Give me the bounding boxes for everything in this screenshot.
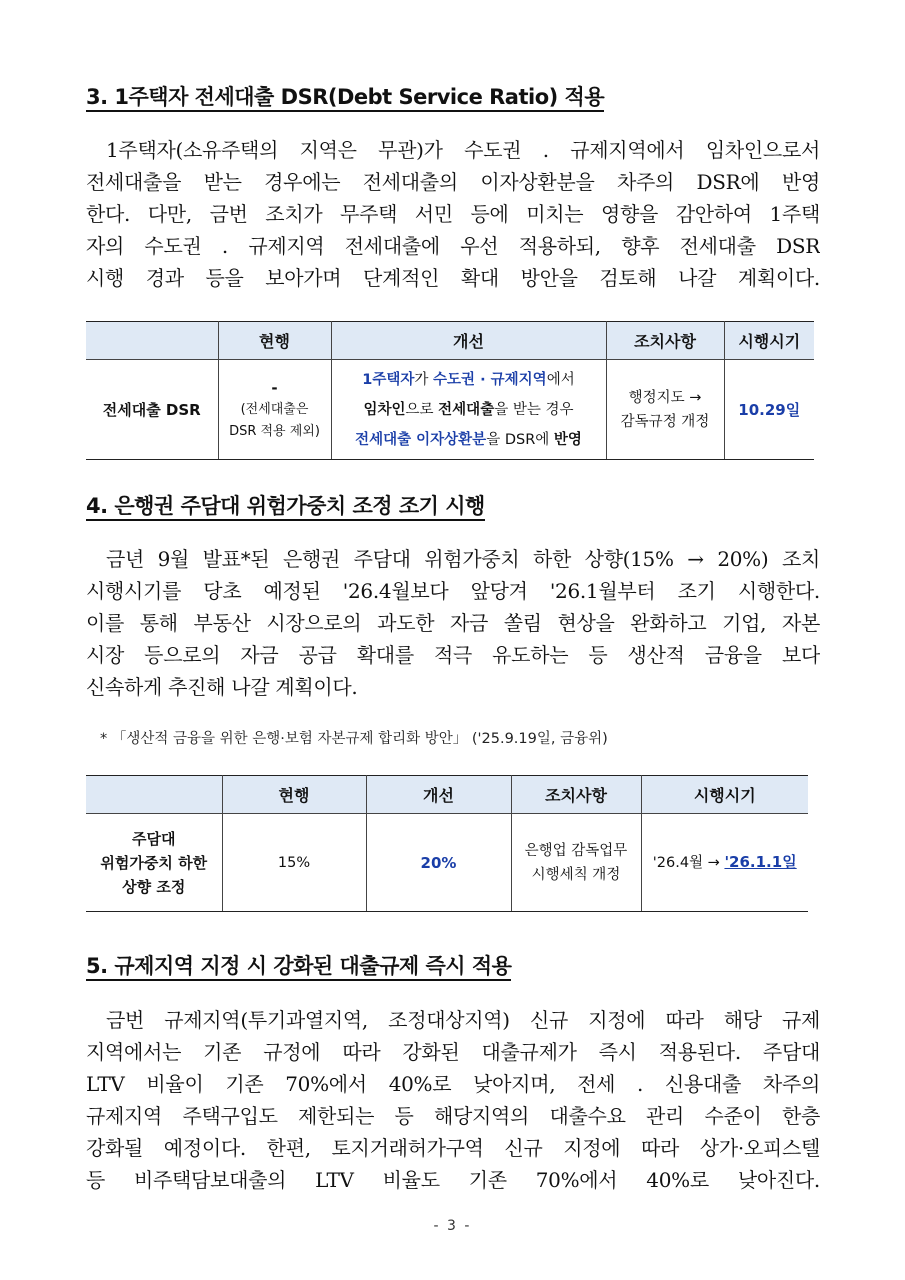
row-label-line: 주담대: [132, 829, 176, 848]
paragraph-line: 신속하게 추진해 나갈 계획이다.: [86, 675, 358, 699]
table-header-improve: 개선: [366, 776, 511, 814]
action-line: 은행업 감독업무: [524, 842, 628, 859]
paragraph-line: 등 비주택담보대출의 LTV 비율도 기존 70%에서 40%로 낮아진다.: [86, 1168, 820, 1192]
table-header-action: 조치사항: [511, 776, 641, 814]
paragraph-line: LTV 비율이 기존 70%에서 40%로 낮아지며, 전세 . 신용대출 차주의: [86, 1072, 820, 1096]
row-label: [86, 814, 222, 912]
table-header-action: 조치사항: [606, 322, 724, 360]
section-4-title: 4. 은행권 주담대 위험가중치 조정 조기 시행: [86, 493, 485, 521]
paragraph-line: 이를 통해 부동산 시장으로의 과도한 자금 쏠림 현상을 완화하고 기업, 자본: [86, 611, 820, 635]
bold-text: 반영: [553, 431, 582, 448]
current-cell: 15%: [222, 814, 366, 912]
table-header-blank: [86, 776, 222, 814]
date-to: '26.1.1일: [724, 853, 797, 871]
page-number: - 3 -: [433, 1218, 472, 1234]
section-4-table: [86, 775, 808, 912]
paragraph-line: 시행시기를 당초 예정된 '26.4월보다 앞당겨 '26.1월부터 조기 시행한다.: [86, 579, 820, 603]
table-header-blank: [86, 322, 218, 360]
text: 에서: [546, 371, 575, 388]
table-header-row: [86, 776, 808, 814]
paragraph-line: 한다. 다만, 금번 조치가 무주택 서민 등에 미치는 영향을 감안하여 1주택: [86, 202, 820, 226]
paragraph-line: 지역에서는 기존 규정에 따라 강화된 대출규제가 즉시 적용된다. 주담대: [86, 1040, 820, 1064]
paragraph-line: 시장 등으로의 자금 공급 확대를 적극 유도하는 등 생산적 금융을 보다: [86, 643, 820, 667]
action-line: 행정지도 →: [628, 389, 702, 406]
current-note: DSR 적용 제외): [229, 423, 320, 439]
date-cell: [641, 814, 808, 912]
action-line: 시행세칙 개정: [531, 866, 621, 883]
table-header-row: [86, 322, 814, 360]
paragraph-line: 금번 규제지역(투기과열지역, 조정대상지역) 신규 지정에 따라 해당 규제: [106, 1008, 820, 1032]
date-cell: 10.29일: [724, 360, 814, 460]
section-5-paragraph: [86, 1004, 820, 1196]
paragraph-line: 전세대출을 받는 경우에는 전세대출의 이자상환분을 차주의 DSR에 반영: [86, 170, 820, 194]
paragraph-line: 강화될 예정이다. 한편, 토지거래허가구역 신규 지정에 따라 상가·오피스텔: [86, 1136, 820, 1160]
row-label: 전세대출 DSR: [86, 360, 218, 460]
action-line: 감독규정 개정: [620, 413, 710, 430]
section-5-title: 5. 규제지역 지정 시 강화된 대출규제 즉시 적용: [86, 953, 511, 981]
table-header-current: 현행: [218, 322, 331, 360]
improve-cell: 20%: [366, 814, 511, 912]
current-dash: -: [271, 378, 278, 397]
section-3-paragraph: [86, 134, 820, 294]
paragraph-line: 금년 9월 발표*된 은행권 주담대 위험가중치 하한 상향(15% → 20%) 조치: [106, 547, 820, 571]
paragraph-line: 자의 수도권 . 규제지역 전세대출에 우선 적용하되, 향후 전세대출 DSR: [86, 234, 820, 258]
paragraph-line: 1주택자(소유주택의 지역은 무관)가 수도권 . 규제지역에서 임차인으로서: [106, 138, 820, 162]
row-label-line: 상향 조정: [122, 877, 186, 896]
highlight-text: 전세대출 이자상환분: [355, 431, 487, 448]
text: 으로: [405, 401, 439, 418]
table-row: [86, 360, 814, 460]
text: 가: [414, 371, 434, 388]
action-cell: [606, 360, 724, 460]
improve-cell: [331, 360, 606, 460]
improve-line: [332, 365, 606, 395]
highlight-text: 1주택자: [362, 371, 415, 388]
row-label-line: 위험가중치 하한: [100, 853, 208, 872]
improve-line: [332, 425, 606, 455]
current-cell: [218, 360, 331, 460]
section-3-title: 3. 1주택자 전세대출 DSR(Debt Service Ratio) 적용: [86, 84, 604, 112]
date-from: '26.4월 →: [652, 855, 725, 871]
paragraph-line: 규제지역 주택구입도 제한되는 등 해당지역의 대출수요 관리 수준이 한층: [86, 1104, 820, 1128]
text: 을 받는 경우: [494, 401, 574, 418]
table-header-date: 시행시기: [724, 322, 814, 360]
bold-text: 전세대출: [438, 401, 495, 418]
table-row: [86, 814, 808, 912]
improve-line: [332, 395, 606, 425]
current-note: (전세대출은: [240, 401, 309, 417]
text: 을 DSR에: [486, 431, 554, 448]
section-4-paragraph: [86, 543, 820, 703]
action-cell: [511, 814, 641, 912]
bold-text: 임차인: [363, 401, 406, 418]
table-header-improve: 개선: [331, 322, 606, 360]
footnote: * 「생산적 금융을 위한 은행·보험 자본규제 합리화 방안」 ('25.9.19일, 금융위): [100, 731, 608, 747]
highlight-text: 수도권 · 규제지역: [433, 371, 547, 388]
paragraph-line: 시행 경과 등을 보아가며 단계적인 확대 방안을 검토해 나갈 계획이다.: [86, 266, 820, 290]
table-header-date: 시행시기: [641, 776, 808, 814]
section-3-table: [86, 321, 814, 460]
table-header-current: 현행: [222, 776, 366, 814]
